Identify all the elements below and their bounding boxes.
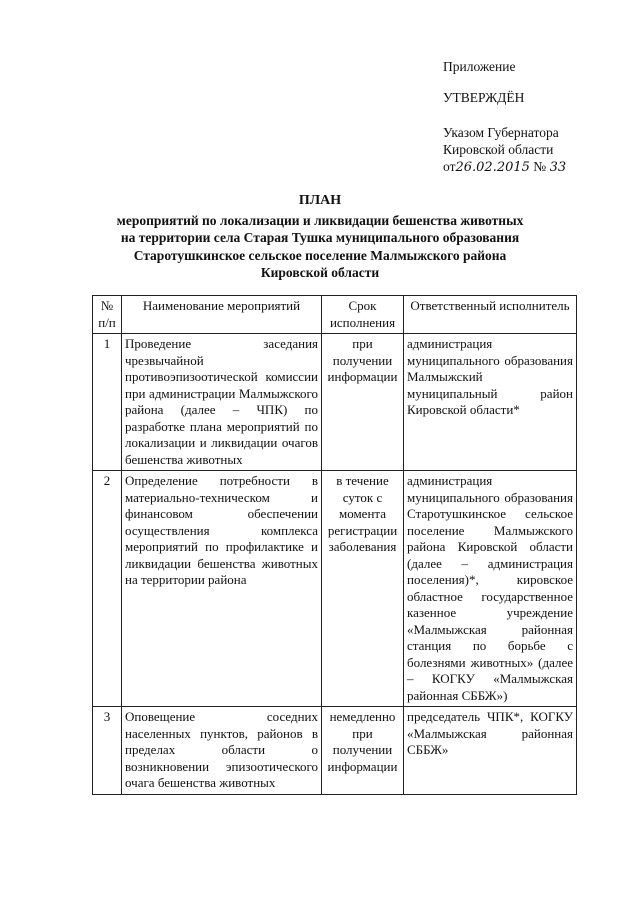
row-responsible: администрация муниципального образования Старотушкинское сельское поселение Малмыжского района Кировской области (далее – администрация поселения)*, кировское областное государственное казенное учреждение «Малмыжская районная станция по борьбе с болезнями животных» (далее – КОГКУ «Малмыжская районная СББЖ»)	[404, 471, 577, 707]
row-responsible: председатель ЧПК*, КОГКУ «Малмыжская районная СББЖ»	[404, 707, 577, 795]
row-activity: Проведение заседания чрезвычайной противоэпизоотической комиссии при администрации Малмыжского района (далее – ЧПК) по разработке плана мероприятий по локализации и ликвидации очагов бешенства животных	[122, 334, 322, 471]
number-prefix: №	[533, 159, 547, 174]
row-term: в течение суток с момента регистрации заболевания	[322, 471, 404, 707]
table-row	[93, 471, 577, 707]
title-line-4: Кировской области	[260, 265, 380, 280]
row-term: немедленно при получении информации	[322, 707, 404, 795]
decree-date-line	[443, 158, 566, 176]
table-row	[93, 334, 577, 471]
table-row	[93, 707, 577, 795]
approved-label: УТВЕРЖДЁН	[443, 90, 525, 105]
title-main: ПЛАН	[298, 193, 342, 208]
row-activity: Определение потребности в материально-техническом и финансовом обеспечении осуществления комплекса мероприятий по профилактике и ликвидации бешенства животных на территории района	[122, 471, 322, 707]
region-label: Кировской области	[443, 142, 554, 157]
decree-date: 26.02.2015	[455, 160, 530, 175]
header-name: Наименование мероприятий	[122, 296, 322, 334]
appendix-label: Приложение	[443, 59, 516, 74]
table-header-row	[93, 296, 577, 334]
title-line-2: на территории села Старая Тушка муниципального образования	[120, 230, 520, 245]
plan-table	[92, 295, 577, 795]
title-line-1: мероприятий по локализации и ликвидации бешенства животных	[116, 212, 524, 228]
decree-label: Указом Губернатора	[443, 125, 559, 140]
approval-block	[443, 58, 566, 176]
document-title	[0, 192, 640, 282]
row-term: при получении информации	[322, 334, 404, 471]
row-num: 1	[93, 334, 122, 471]
header-term: Срок исполнения	[322, 296, 404, 334]
row-activity: Оповещение соседних населенных пунктов, районов в пределах области о возникновении эпизоотического очага бешенства животных	[122, 707, 322, 795]
from-prefix: от	[443, 159, 456, 174]
row-responsible: администрация муниципального образования Малмыжский муниципальный район Кировской области*	[404, 334, 577, 471]
title-line-3: Старотушкинское сельское поселение Малмыжского района	[133, 247, 507, 263]
header-num: № п/п	[93, 296, 122, 334]
header-resp: Ответственный исполнитель	[404, 296, 577, 334]
decree-number: 33	[549, 160, 567, 175]
row-num: 3	[93, 707, 122, 795]
row-num: 2	[93, 471, 122, 707]
